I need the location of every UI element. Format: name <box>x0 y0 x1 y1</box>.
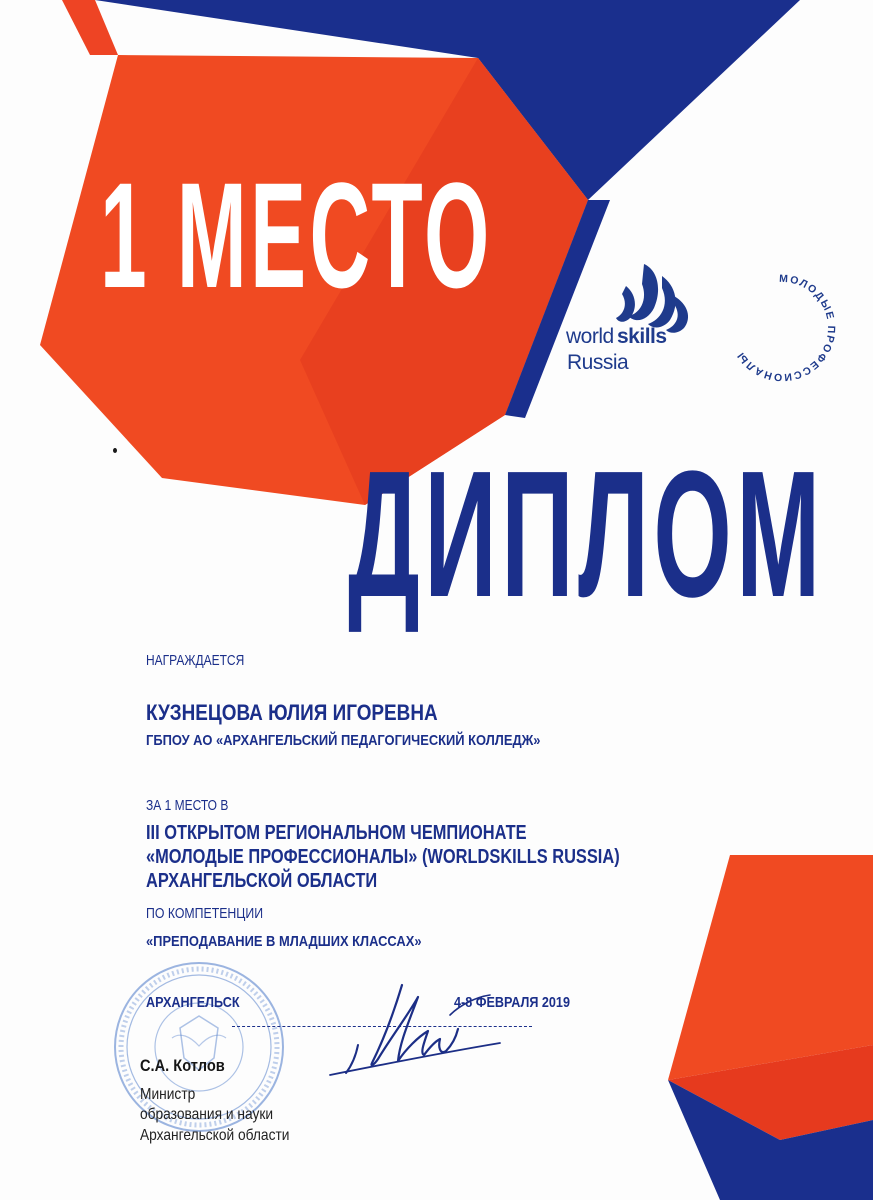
red-top-strip <box>62 0 118 55</box>
document-title: ДИПЛОМ <box>348 434 825 635</box>
svg-text:МОЛОДЫЕ ПРОФЕССИОНАЛЫ <box>734 273 837 383</box>
event-line: III ОТКРЫТОМ РЕГИОНАЛЬНОМ ЧЕМПИОНАТЕ <box>146 822 527 844</box>
stray-dot <box>113 448 117 453</box>
event-line: АРХАНГЕЛЬСКОЙ ОБЛАСТИ <box>146 870 378 892</box>
awarded-label: НАГРАЖДАЕТСЯ <box>146 652 245 669</box>
handwritten-signature <box>300 975 530 1085</box>
city: АРХАНГЕЛЬСК <box>146 994 240 1011</box>
red-bottom-block <box>668 855 873 1080</box>
competence-name: «ПРЕПОДАВАНИЕ В МЛАДШИХ КЛАССАХ» <box>146 933 422 950</box>
competence-label: ПО КОМПЕТЕНЦИИ <box>146 905 264 922</box>
signer-name: С.А. Котлов <box>140 1056 225 1075</box>
worldskills-text-world: world <box>566 325 614 348</box>
for-place-label: ЗА 1 МЕСТО В <box>146 797 229 814</box>
signer-position-line: Архангельской области <box>140 1127 290 1144</box>
signer-position-line: образования и науки <box>140 1106 274 1123</box>
event-line: «МОЛОДЫЕ ПРОФЕССИОНАЛЫ» (WORLDSKILLS RUSSIA) <box>146 846 620 868</box>
signer-position-line: Министр <box>140 1086 196 1103</box>
worldskills-text-skills: skills <box>617 325 667 348</box>
worldskills-text-russia: Russia <box>567 351 629 374</box>
place-heading: 1 МЕСТО <box>100 151 493 319</box>
event-date: 4-8 ФЕВРАЛЯ 2019 <box>454 994 570 1011</box>
badge-text: МОЛОДЫЕ ПРОФЕССИОНАЛЫ <box>734 272 838 384</box>
recipient-organization: ГБПОУ АО «АРХАНГЕЛЬСКИЙ ПЕДАГОГИЧЕСКИЙ КОЛЛЕДЖ» <box>146 732 541 749</box>
recipient-name: КУЗНЕЦОВА ЮЛИЯ ИГОРЕВНА <box>146 700 438 725</box>
young-professionals-badge <box>722 268 842 388</box>
